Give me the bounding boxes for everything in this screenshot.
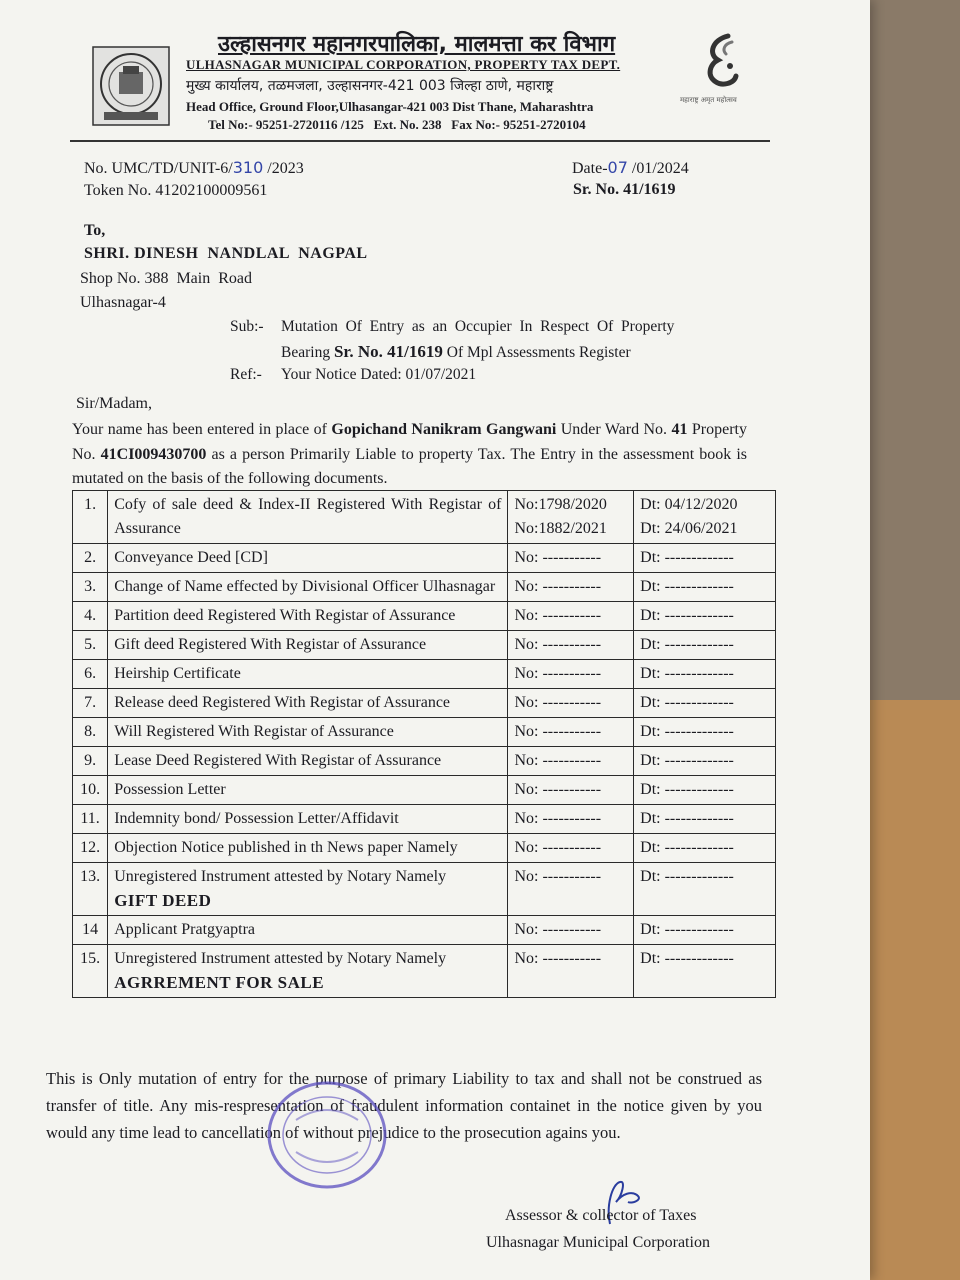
document-date-value: Dt: ------------- [640, 578, 734, 595]
document-date [634, 834, 776, 863]
ref-label: Ref:- [230, 366, 262, 383]
document-description-text: Applicant Pratgyaptra [114, 921, 256, 938]
document-date-value: Dt: ------------- [640, 781, 734, 798]
document-description-text: Lease Deed Registered With Registar of Assurance [114, 752, 442, 769]
header-contact: Tel No:- 95251-2720116 /125 Ext. No. 238 Fax No:- 95251-2720104 [208, 117, 586, 132]
document-date-value: Dt: ------------- [640, 607, 734, 624]
document-number: 5. [73, 631, 108, 660]
document-description [108, 718, 508, 747]
document-description-text: Heirship Certificate [114, 665, 241, 682]
document-date [634, 660, 776, 689]
document-reg-number [508, 631, 634, 660]
documents-table [72, 490, 776, 998]
document-description [108, 747, 508, 776]
municipal-seal-icon [92, 46, 170, 126]
document-reg-number [508, 805, 634, 834]
document-date-value: Dt: ------------- [640, 694, 734, 711]
document-date [634, 776, 776, 805]
serial-number: Sr. No. 41/1619 [573, 181, 676, 198]
document-row [73, 573, 776, 602]
document-date-value: Dt: ------------- [640, 921, 734, 938]
document-description-text: Unregistered Instrument attested by Notary Namely [114, 950, 447, 967]
document-date-value: Dt: ------------- [640, 549, 734, 566]
document-row [73, 491, 776, 544]
document-number: 8. [73, 718, 108, 747]
document-description [108, 544, 508, 573]
document-description [108, 805, 508, 834]
document-number: 14 [73, 916, 108, 945]
document-description-text: Conveyance Deed [CD] [114, 549, 268, 566]
document-number: 12. [73, 834, 108, 863]
document-number: 13. [73, 863, 108, 916]
document-reg-number [508, 573, 634, 602]
document-reg-number-value: No: ----------- [514, 607, 602, 624]
document-reg-number [508, 834, 634, 863]
addressee-to: To, [84, 222, 106, 239]
header-title-english: ULHASNAGAR MUNICIPAL CORPORATION, PROPERTY TAX DEPT. [186, 57, 621, 72]
document-description-text: Change of Name effected by Divisional Officer Ulhasnagar [114, 578, 496, 595]
subject-sr-number: Sr. No. 41/1619 [333, 342, 443, 361]
document-number: 9. [73, 747, 108, 776]
document-date-value: Dt: ------------- [640, 665, 734, 682]
document-date-value: Dt: 04/12/2020 [640, 496, 738, 513]
handwritten-ref-number: 310 [232, 158, 264, 177]
document-reg-number-value: No: ----------- [514, 921, 602, 938]
header-divider [70, 140, 770, 142]
document-number: 11. [73, 805, 108, 834]
document-description [108, 689, 508, 718]
document-description [108, 834, 508, 863]
document-description [108, 945, 508, 998]
document-date [634, 602, 776, 631]
document-row [73, 916, 776, 945]
document-description [108, 916, 508, 945]
document-row [73, 660, 776, 689]
document-description-text: Objection Notice published in th News paper Namely [114, 839, 458, 856]
document-date [634, 491, 776, 544]
document-reg-number [508, 544, 634, 573]
document-reg-number [508, 916, 634, 945]
document-row [73, 747, 776, 776]
signatory-organisation: Ulhasnagar Municipal Corporation [486, 1234, 710, 1251]
document-date-value: Dt: ------------- [640, 752, 734, 769]
document-reg-number-value: No: ----------- [514, 810, 602, 827]
document-row [73, 945, 776, 998]
ref-text: Your Notice Dated: 01/07/2021 [281, 366, 477, 383]
document-date-value: Dt: ------------- [640, 868, 734, 885]
previous-owner-name: Gopichand Nanikram Gangwani [331, 421, 557, 438]
document-reg-number [508, 863, 634, 916]
document-row [73, 834, 776, 863]
document-number: 3. [73, 573, 108, 602]
document-date [634, 573, 776, 602]
document-description-text: Will Registered With Registar of Assurance [114, 723, 394, 740]
footer-notice: This is Only mutation of entry for the purpose of primary Liability to tax and shall not be construed as transfer of title. Any mis-respresentation of fraudulent information containet in the notice given by you would any time lead to cancellation of without prejudice to the prosecution agains you. [46, 1069, 762, 1142]
subject-line2: Bearing Sr. No. 41/1619 Of Mpl Assessments Register [281, 342, 631, 361]
document-date [634, 863, 776, 916]
property-number: 41CI009430700 [100, 445, 207, 463]
document-date [634, 689, 776, 718]
document-description-text: Release deed Registered With Registar of Assurance [114, 694, 451, 711]
document-date-value-2: Dt: 24/06/2021 [640, 520, 738, 537]
document-reg-number [508, 660, 634, 689]
document-reg-number-value: No: ----------- [514, 950, 602, 967]
document-description [108, 776, 508, 805]
document-row [73, 602, 776, 631]
subject-label: Sub:- [230, 318, 264, 335]
document-date-value: Dt: ------------- [640, 950, 734, 967]
document-description-text: Cofy of sale deed & Index-II Registered With Registar of Assurance [114, 496, 502, 537]
document-row [73, 718, 776, 747]
salutation: Sir/Madam, [76, 395, 152, 412]
document-date [634, 631, 776, 660]
document-description-text: Possession Letter [114, 781, 226, 798]
document-number: 7. [73, 689, 108, 718]
office-stamp-icon [266, 1080, 388, 1190]
signatory-title: Assessor & collector of Taxes [505, 1207, 697, 1224]
document-reg-number [508, 689, 634, 718]
document-reg-number-value: No: ----------- [514, 868, 602, 885]
document-description-text: Gift deed Registered With Registar of Assurance [114, 636, 427, 653]
document-reg-number [508, 945, 634, 998]
document-reg-number [508, 718, 634, 747]
document-reg-number-value: No:1798/2020 [514, 496, 607, 513]
document-date-value: Dt: ------------- [640, 636, 734, 653]
document-reg-number-value: No: ----------- [514, 694, 602, 711]
document-reg-number-value: No: ----------- [514, 723, 602, 740]
body-paragraph: Your name has been entered in place of Gopichand Nanikram Gangwani Under Ward No. 41 Property No. 41CI009430700 as a person Primarily Liable to property Tax. The Entry in the assessment book is mutated on the basis of the following documents. [72, 421, 747, 487]
document-date [634, 544, 776, 573]
document-reg-number-value-2: No:1882/2021 [514, 520, 607, 537]
document-description-text: Partition deed Registered With Registar of Assurance [114, 607, 456, 624]
document-description [108, 863, 508, 916]
document-description [108, 631, 508, 660]
document-description [108, 491, 508, 544]
document-number: 10. [73, 776, 108, 805]
document-description-text: Unregistered Instrument attested by Notary Namely [114, 868, 447, 885]
document-date [634, 805, 776, 834]
document-date [634, 718, 776, 747]
document-number: 15. [73, 945, 108, 998]
header-address-devanagari: मुख्य कार्यालय, तळमजला, उल्हासनगर-421 003 जिल्हा ठाणे, महाराष्ट्र [186, 78, 554, 94]
document-number: 4. [73, 602, 108, 631]
document-date-value: Dt: ------------- [640, 810, 734, 827]
document-description [108, 573, 508, 602]
document-number: 1. [73, 491, 108, 544]
document-row [73, 805, 776, 834]
document-reg-number-value: No: ----------- [514, 549, 602, 566]
header-address-english: Head Office, Ground Floor,Ulhasangar-421 003 Dist Thane, Maharashtra [186, 99, 594, 114]
document-reg-number-value: No: ----------- [514, 752, 602, 769]
document-row [73, 544, 776, 573]
document-date [634, 747, 776, 776]
document-row [73, 776, 776, 805]
token-number: Token No. 41202100009561 [84, 182, 268, 199]
document-reg-number [508, 491, 634, 544]
document-reg-number-value: No: ----------- [514, 665, 602, 682]
reference-number: No. UMC/TD/UNIT-6/310 /2023 [84, 158, 304, 177]
document-date-value: Dt: ------------- [640, 723, 734, 740]
document-reg-number-value: No: ----------- [514, 636, 602, 653]
document-date [634, 916, 776, 945]
document-row [73, 631, 776, 660]
document-instrument-name: GIFT DEED [114, 891, 212, 910]
document-number: 2. [73, 544, 108, 573]
document-reg-number-value: No: ----------- [514, 578, 602, 595]
document-reg-number [508, 602, 634, 631]
header-title-devanagari: उल्हासनगर महानगरपालिका, मालमत्ता कर विभाग [218, 32, 616, 57]
logo-caption: महाराष्ट्र अमृत महोत्सव [680, 96, 737, 104]
letter-date: Date-07 /01/2024 [572, 158, 689, 177]
document-row [73, 863, 776, 916]
document-instrument-name: AGRREMENT FOR SALE [114, 973, 325, 992]
addressee-line2: Ulhasnagar-4 [80, 294, 166, 311]
document-description-text: Indemnity bond/ Possession Letter/Affidavit [114, 810, 399, 827]
document-date-value: Dt: ------------- [640, 839, 734, 856]
subject-line1: Mutation Of Entry as an Occupier In Respect Of Property [281, 318, 675, 335]
document-reg-number-value: No: ----------- [514, 839, 602, 856]
document-description [108, 660, 508, 689]
document-date [634, 945, 776, 998]
handwritten-date: 07 [607, 158, 628, 177]
document-description [108, 602, 508, 631]
addressee-name: SHRI. DINESH NANDLAL NAGPAL [84, 245, 368, 262]
ward-number: 41 [671, 421, 688, 438]
addressee-line1: Shop No. 388 Main Road [80, 270, 252, 287]
document-reg-number [508, 776, 634, 805]
document-number: 6. [73, 660, 108, 689]
document-reg-number-value: No: ----------- [514, 781, 602, 798]
document-row [73, 689, 776, 718]
document-reg-number [508, 747, 634, 776]
